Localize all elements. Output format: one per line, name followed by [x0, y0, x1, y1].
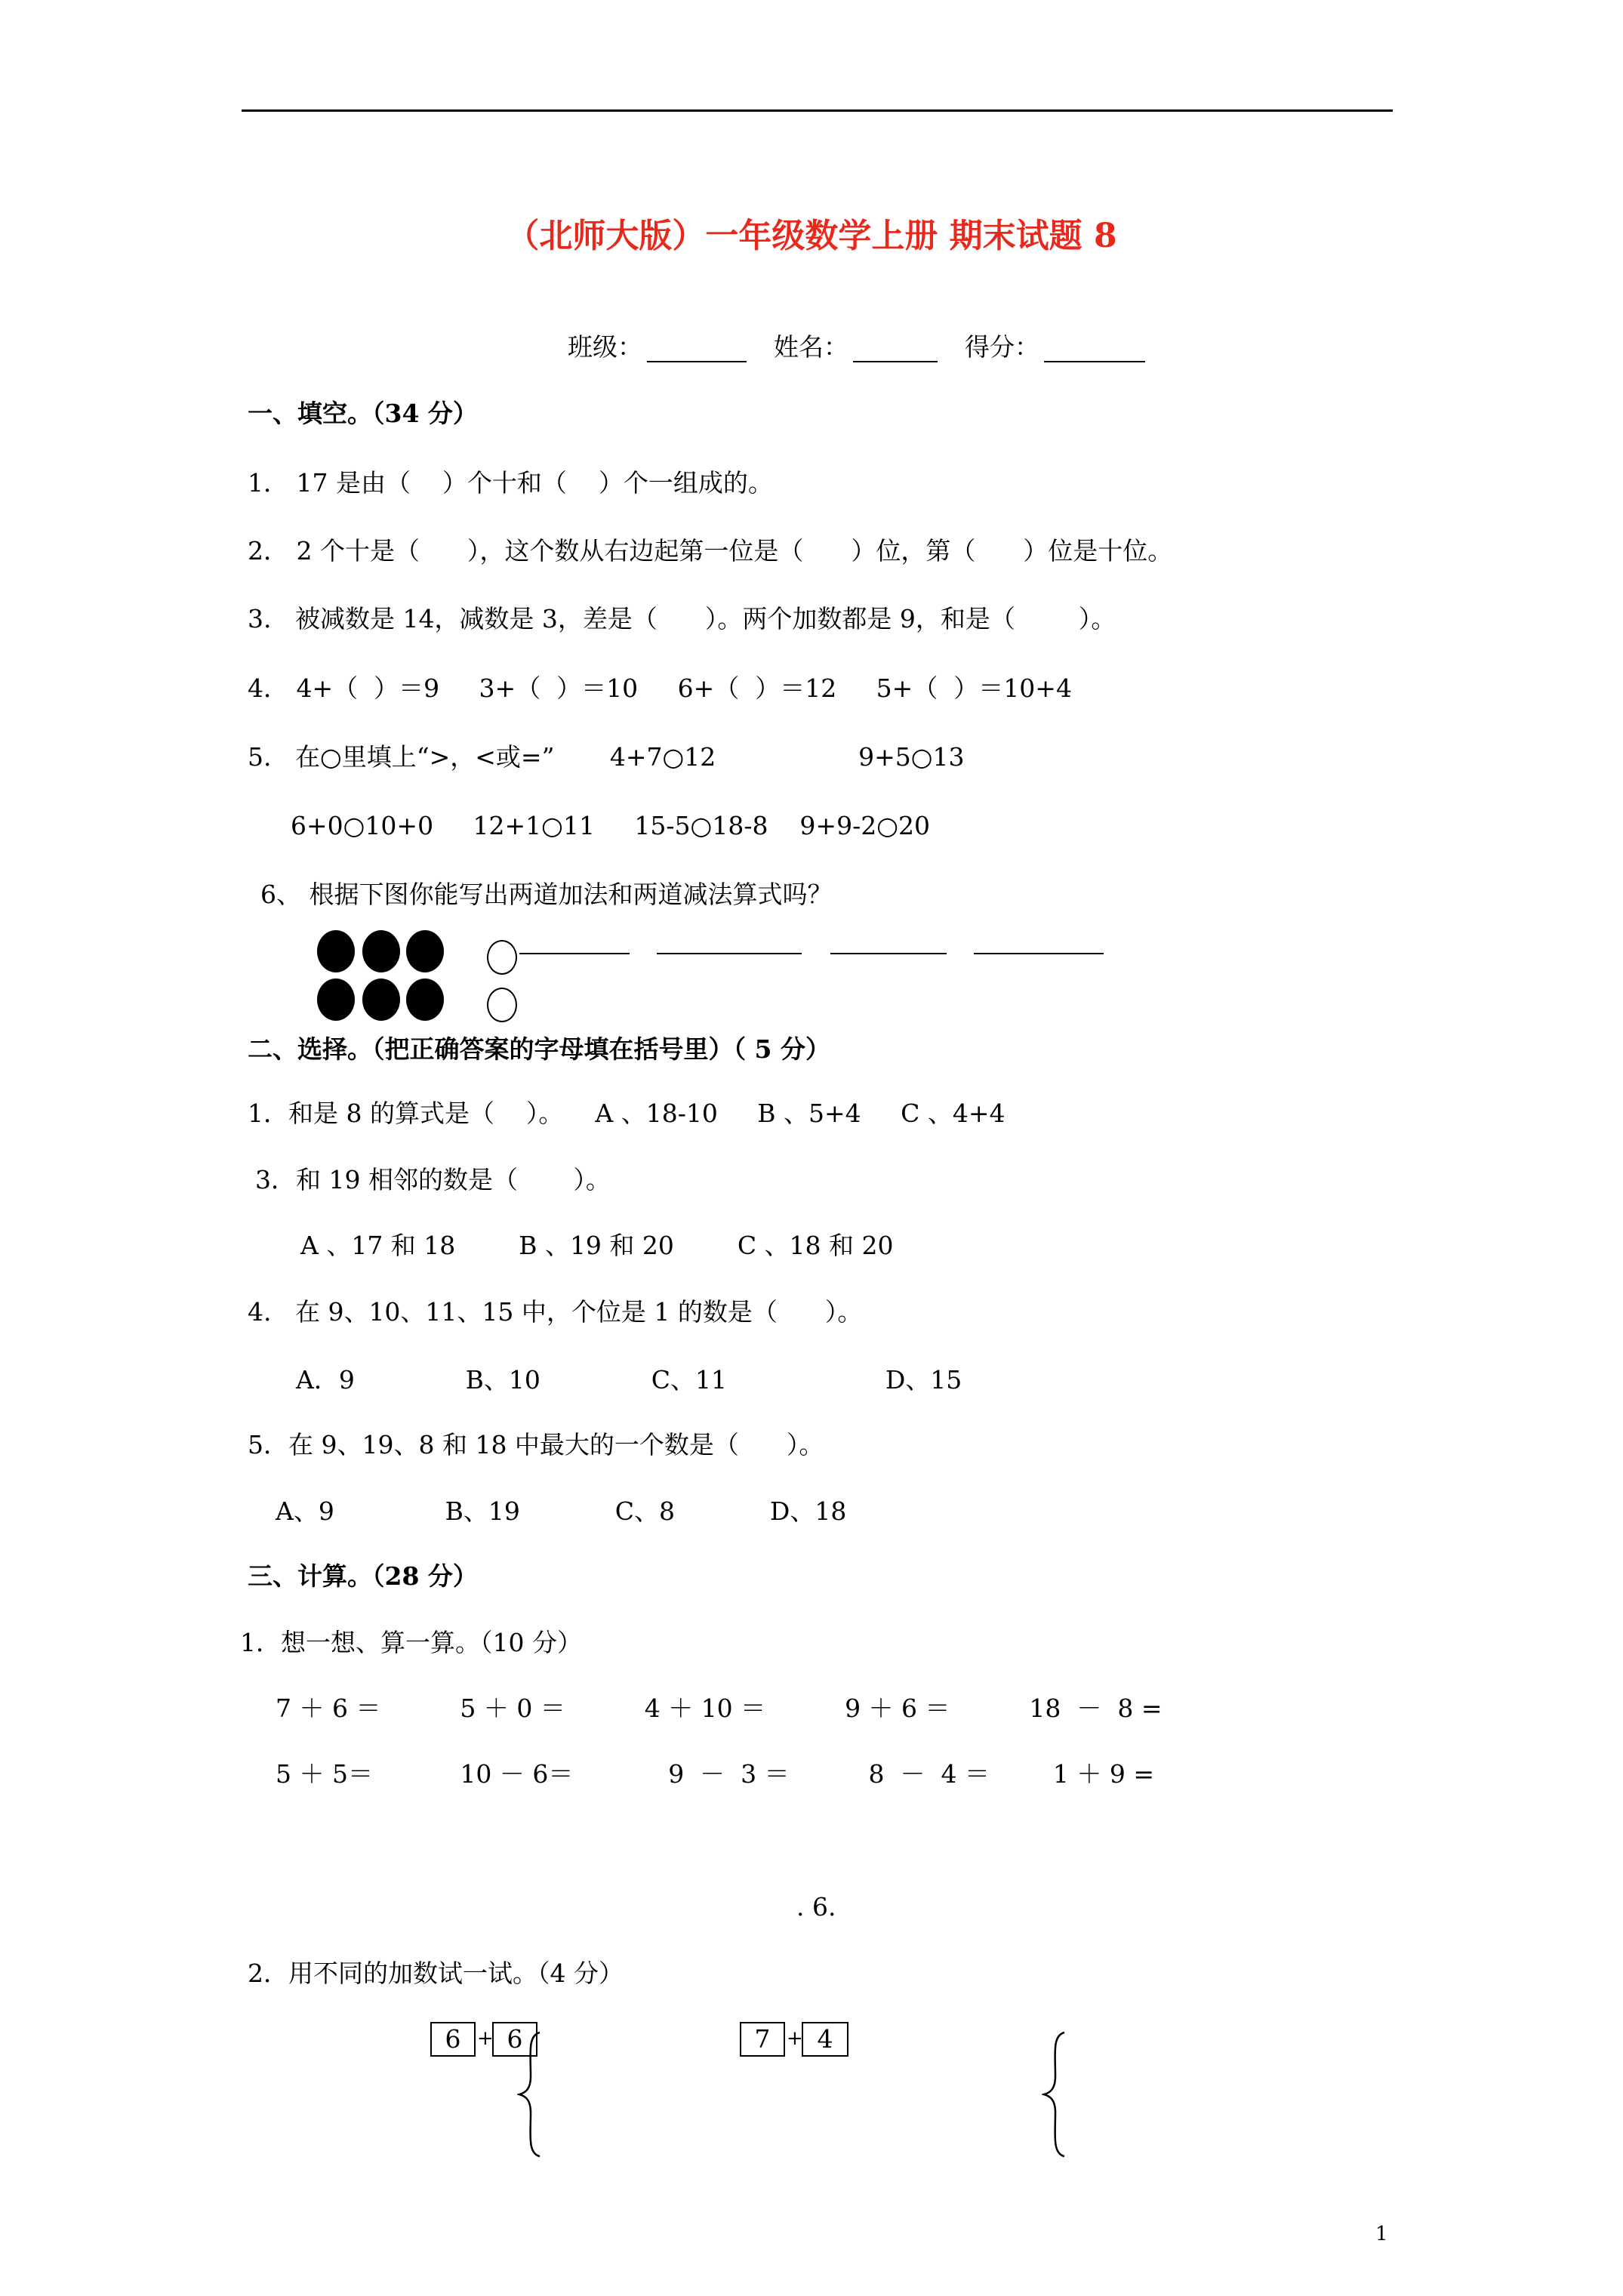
section-1-heading: 一、填空。（34 分） — [248, 399, 478, 428]
calc-row-1: 7 ＋ 6 ＝ 5 ＋ 0 ＝ 4 ＋ 10 ＝ 9 ＋ 6 ＝ 18 － 8 = — [276, 1693, 1163, 1723]
page-title: （北师大版）一年级数学上册 期末试题 8 — [506, 217, 1117, 255]
s2-question-3: 3．和 19 相邻的数是（ ）。 — [255, 1165, 611, 1194]
filled-dot — [362, 930, 400, 972]
score-label: 得分： — [965, 332, 1039, 362]
empty-circle — [487, 940, 517, 975]
filled-dot — [362, 978, 400, 1021]
section-3-heading: 三、计算。（28 分） — [248, 1561, 478, 1591]
addend-box: 4 — [802, 2022, 848, 2057]
page-mark: . 6. — [796, 1892, 836, 1922]
left-brace-icon — [517, 2031, 543, 2158]
info-line — [568, 332, 1150, 362]
s2-question-5: 5．在 9、19、8 和 18 中最大的一个数是（ ）。 — [248, 1430, 824, 1459]
class-label: 班级： — [568, 332, 642, 362]
answer-line-2[interactable] — [657, 953, 802, 954]
filled-dot — [406, 978, 444, 1021]
score-blank[interactable] — [1044, 338, 1145, 362]
s1-question-2: 2． 2 个十是（ ），这个数从右边起第一位是（ ）位，第（ ）位是十位。 — [248, 536, 1173, 566]
s1-question-5: 5. 在○里填上“>，<或=” 4+7○12 9+5○13 — [248, 742, 965, 772]
addend-box: 6 — [430, 2022, 476, 2057]
top-rule — [242, 109, 1393, 112]
s1-question-3: 3. 被减数是 14，减数是 3，差是（ ）。两个加数都是 9，和是（ ）。 — [248, 604, 1116, 633]
s3-subquestion-2: 2．用不同的加数试一试。（4 分） — [248, 1959, 624, 1988]
s1-question-5-row2: 6+0○10+0 12+1○11 15-5○18-8 9+9-2○20 — [291, 811, 930, 840]
s2-question-4: 4. 在 9、10、11、15 中，个位是 1 的数是（ ）。 — [248, 1297, 863, 1327]
plus-sign: + — [477, 2027, 494, 2050]
s1-question-1: 1． 17 是由（ ）个十和（ ）个一组成的。 — [248, 468, 773, 498]
name-label: 姓名： — [774, 332, 848, 362]
calc-row-2: 5 ＋ 5＝ 10 － 6＝ 9 － 3 ＝ 8 － 4 ＝ 1 ＋ 9 = — [276, 1759, 1155, 1789]
page-number: 1 — [1375, 2223, 1388, 2245]
filled-dot — [406, 930, 444, 972]
s1-question-4: 4． 4+（ ）＝9 3+（ ）＝10 6+（ ）＝12 5+（ ）＝10+4 — [248, 673, 1072, 703]
section-2-heading: 二、选择。（把正确答案的字母填在括号里）（ 5 分） — [248, 1034, 830, 1064]
class-blank[interactable] — [647, 338, 747, 362]
s2-question-4-options: A．9 B、10 C、11 D、15 — [296, 1365, 962, 1395]
s2-question-3-options: A 、17 和 18 B 、19 和 20 C 、18 和 20 — [300, 1231, 894, 1260]
filled-dot — [317, 978, 355, 1021]
answer-line-4[interactable] — [974, 953, 1104, 954]
left-brace-icon — [1042, 2031, 1067, 2158]
addend-box: 7 — [740, 2022, 785, 2057]
s1-question-6: 6、 根据下图你能写出两道加法和两道减法算式吗？ — [260, 880, 833, 909]
addend-box: 6 — [492, 2022, 537, 2057]
s3-subquestion-1: 1．想一想、算一算。（10 分） — [240, 1628, 582, 1657]
s2-question-5-options: A、9 B、19 C、8 D、18 — [276, 1496, 847, 1526]
answer-line-1[interactable] — [519, 953, 630, 954]
name-blank[interactable] — [853, 338, 938, 362]
empty-circle — [487, 988, 517, 1022]
plus-sign: + — [787, 2027, 803, 2050]
filled-dot — [317, 930, 355, 972]
answer-line-3[interactable] — [830, 953, 947, 954]
s2-question-1: 1．和是 8 的算式是（ ）。 A 、18-10 B 、5+4 C 、4+4 — [248, 1099, 1006, 1128]
